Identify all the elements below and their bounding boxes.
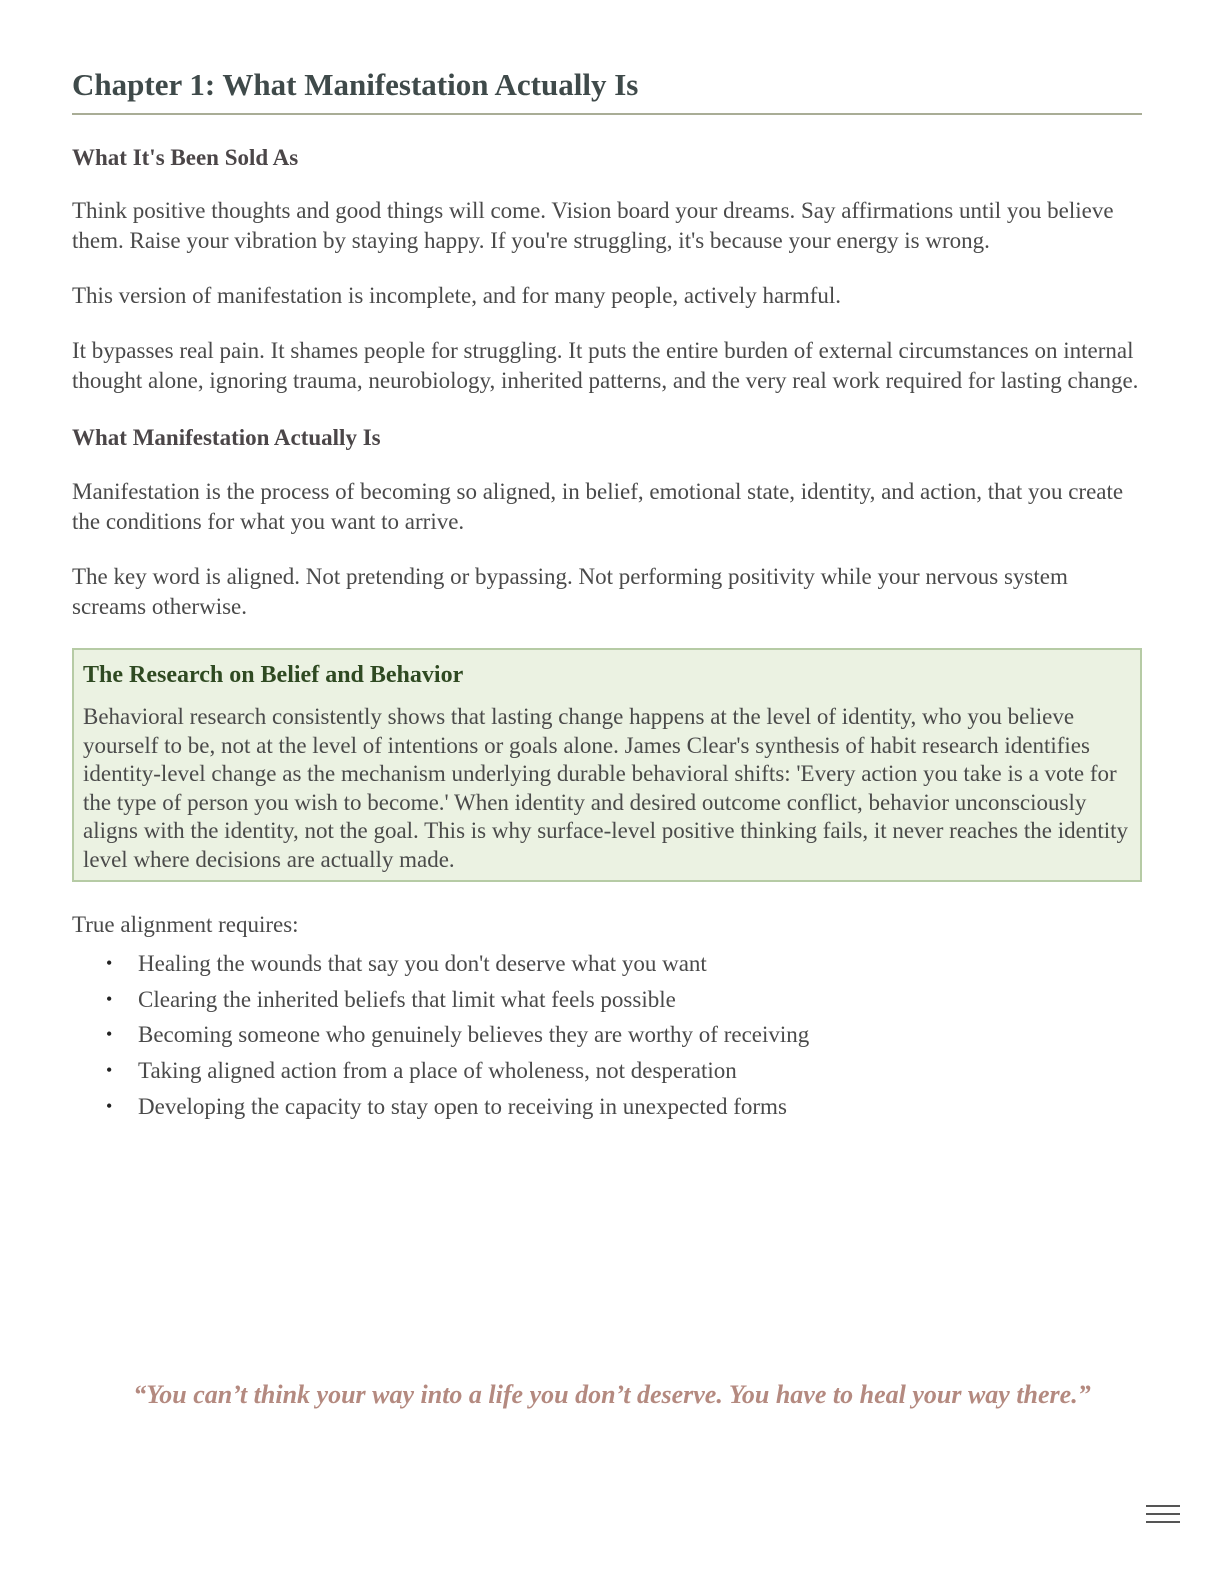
research-callout-text: Behavioral research consistently shows that lasting change happens at the level of identity, who you believe yourself to be, not at the level of intentions or goals alone. James Clear's synthesis of habit research identifies identity-level change as the mechanism underlying durable behavioral shifts: 'Every action you take is a vote for the type of person you wish to become.' When identity and desired outcome conflict, behavior unconsciously aligns with the identity, not the goal. This is why surface-level positive thinking fails, it never reaches the identity level where decisions are actually made.: [83, 704, 1128, 872]
alignment-list: [72, 946, 1142, 1124]
list-item: • Healing the wounds that say you don't deserve what you want: [72, 946, 1142, 982]
list-item: • Clearing the inherited beliefs that limit what feels possible: [72, 982, 1142, 1018]
paragraph: This version of manifestation is incomplete, and for many people, actively harmful.: [72, 283, 842, 309]
list-item: • Becoming someone who genuinely believes they are worthy of receiving: [72, 1017, 1142, 1053]
paragraph: Manifestation is the process of becoming so aligned, in belief, emotional state, identity, and action, that you create the conditions for what you want to arrive.: [72, 478, 1124, 534]
page-content: [72, 66, 1142, 1124]
alignment-intro: True alignment requires:: [72, 912, 299, 938]
bullet-icon: •: [106, 988, 113, 1009]
hamburger-menu-icon[interactable]: [1146, 1502, 1182, 1526]
list-item: • Developing the capacity to stay open to receiving in unexpected forms: [72, 1089, 1142, 1125]
paragraph: The key word is aligned. Not pretending or bypassing. Not performing positivity while your nervous system screams otherwise.: [72, 563, 1068, 619]
pull-quote: “You can’t think your way into a life you don’t deserve. You have to heal your way there.”: [133, 1380, 1091, 1409]
bullet-icon: •: [106, 953, 113, 974]
research-callout-box: [72, 648, 1142, 882]
bullet-icon: •: [106, 1095, 113, 1116]
bullet-icon: •: [106, 1024, 113, 1045]
bullet-icon: •: [106, 1059, 113, 1080]
section-heading-sold-as: What It's Been Sold As: [72, 145, 299, 171]
section-heading-actually-is: What Manifestation Actually Is: [72, 425, 381, 451]
paragraph: Think positive thoughts and good things will come. Vision board your dreams. Say affirmations until you believe them. Raise your vibration by staying happy. If you're struggling, it's because your energy is wrong.: [72, 198, 1114, 254]
chapter-title: Chapter 1: What Manifestation Actually Is: [72, 66, 1142, 115]
list-item: • Taking aligned action from a place of wholeness, not desperation: [72, 1053, 1142, 1089]
research-callout-title: The Research on Belief and Behavior: [83, 661, 464, 688]
paragraph: It bypasses real pain. It shames people for struggling. It puts the entire burden of external circumstances on internal thought alone, ignoring trauma, neurobiology, inherited patterns, and the very real work required for lasting change.: [72, 338, 1139, 394]
